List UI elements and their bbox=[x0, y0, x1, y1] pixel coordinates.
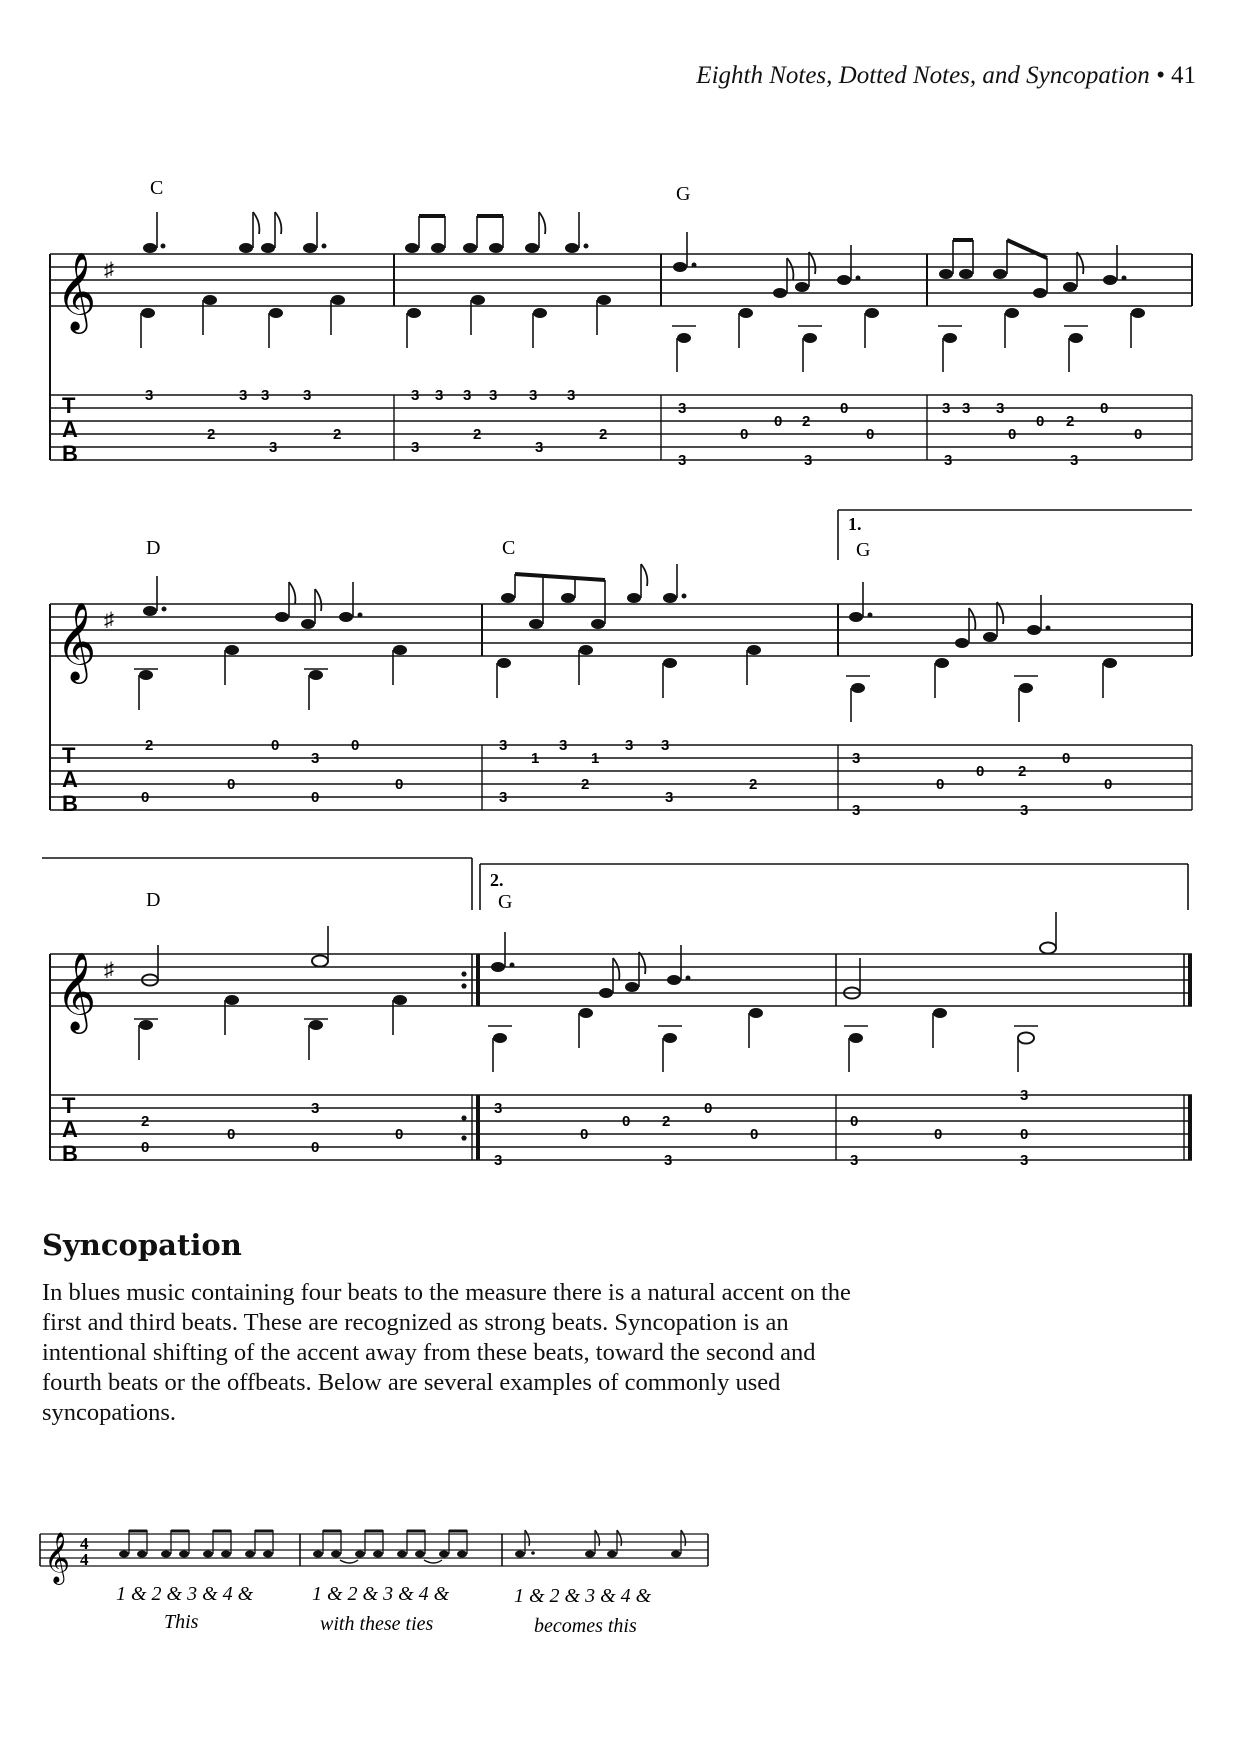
tab-number: 3 bbox=[804, 452, 813, 469]
tab-number: 3 bbox=[1020, 1152, 1029, 1169]
melody-notes bbox=[143, 593, 1041, 648]
tab-number: 2 bbox=[141, 1113, 150, 1130]
example-caption: with these ties bbox=[320, 1613, 434, 1635]
tab-clef-b: B bbox=[62, 791, 78, 816]
chord-symbol: G bbox=[498, 891, 513, 913]
tab-number: 0 bbox=[976, 763, 985, 780]
tab-number: 2 bbox=[599, 426, 608, 443]
beat-counts: 1 & 2 & 3 & 4 & bbox=[514, 1585, 652, 1607]
key-signature-sharp-icon: ♯ bbox=[104, 959, 114, 981]
tab-number: 0 bbox=[622, 1113, 631, 1130]
tab-number: 3 bbox=[664, 1152, 673, 1169]
tab-number: 0 bbox=[1008, 426, 1017, 443]
volta-ending-1: 1. bbox=[848, 514, 862, 534]
tab-number: 0 bbox=[774, 413, 783, 430]
tab-number: 0 bbox=[750, 1126, 759, 1143]
chord-symbol: C bbox=[502, 537, 516, 559]
tab-number: 3 bbox=[559, 737, 568, 754]
chord-symbol: D bbox=[146, 537, 161, 559]
tab-number: 3 bbox=[1020, 802, 1029, 819]
tab-number: 2 bbox=[802, 413, 811, 430]
tab-number: 0 bbox=[1104, 776, 1113, 793]
tab-numbers bbox=[145, 387, 1142, 469]
tab-number: 2 bbox=[333, 426, 342, 443]
tab-clef-t: T bbox=[62, 393, 76, 418]
melody-stems bbox=[158, 912, 1056, 993]
staff bbox=[40, 1534, 708, 1566]
melody-notes bbox=[143, 243, 1117, 298]
example-caption: becomes this bbox=[534, 1615, 637, 1637]
tab-clef-b: B bbox=[62, 1141, 78, 1166]
time-signature-top: 4 bbox=[80, 1534, 89, 1553]
bass-stems bbox=[141, 300, 1131, 372]
tab-number: 0 bbox=[227, 1126, 236, 1143]
section-heading: Syncopation bbox=[42, 1228, 242, 1262]
tab-number: 2 bbox=[1018, 763, 1027, 780]
beat-counts: 1 & 2 & 3 & 4 & bbox=[312, 1583, 450, 1605]
tab-number: 3 bbox=[661, 737, 670, 754]
tab-number: 3 bbox=[944, 452, 953, 469]
treble-clef-icon: 𝄞 bbox=[56, 602, 97, 681]
tab-number: 3 bbox=[996, 400, 1005, 417]
example-caption: This bbox=[164, 1611, 199, 1633]
tab-number: 0 bbox=[1100, 400, 1109, 417]
tab-number: 3 bbox=[852, 750, 861, 767]
tab-number: 2 bbox=[145, 737, 154, 754]
tab-number: 3 bbox=[489, 387, 498, 404]
tab-number: 0 bbox=[1020, 1126, 1029, 1143]
tab-number: 1 bbox=[591, 750, 600, 767]
tab-number: 0 bbox=[850, 1113, 859, 1130]
ties bbox=[340, 1560, 442, 1563]
tab-number: 2 bbox=[473, 426, 482, 443]
flags bbox=[525, 1530, 686, 1546]
tab-number: 3 bbox=[145, 387, 154, 404]
chord-symbol: C bbox=[150, 177, 164, 199]
barlines bbox=[50, 954, 1190, 1160]
treble-clef-icon: 𝄞 bbox=[44, 1532, 71, 1583]
page-number: 41 bbox=[1171, 62, 1196, 89]
tab-number: 3 bbox=[499, 789, 508, 806]
beams bbox=[515, 574, 605, 580]
staff bbox=[50, 954, 1192, 1006]
tab-number: 3 bbox=[494, 1100, 503, 1117]
tab-number: 2 bbox=[1066, 413, 1075, 430]
tab-numbers bbox=[141, 737, 1112, 819]
tab-number: 0 bbox=[271, 737, 280, 754]
tab-number: 0 bbox=[141, 1139, 150, 1156]
chord-symbol: D bbox=[146, 889, 161, 911]
tab-number: 0 bbox=[227, 776, 236, 793]
tab-number: 3 bbox=[665, 789, 674, 806]
tab-number: 3 bbox=[529, 387, 538, 404]
tab-number: 3 bbox=[269, 439, 278, 456]
flags bbox=[289, 564, 1003, 630]
time-signature-bottom: 4 bbox=[80, 1550, 89, 1569]
tab-number: 0 bbox=[580, 1126, 589, 1143]
tab-number: 0 bbox=[395, 1126, 404, 1143]
tab-number: 3 bbox=[411, 387, 420, 404]
tab-number: 0 bbox=[311, 1139, 320, 1156]
tab-number: 0 bbox=[934, 1126, 943, 1143]
melody-stems bbox=[157, 212, 1117, 293]
music-system-1 bbox=[0, 150, 1236, 490]
tab-number: 3 bbox=[463, 387, 472, 404]
tab-number: 0 bbox=[351, 737, 360, 754]
barlines bbox=[50, 254, 1192, 460]
chord-symbol: G bbox=[856, 539, 871, 561]
tab-number: 3 bbox=[942, 400, 951, 417]
running-head bbox=[696, 62, 1196, 90]
tab-number: 3 bbox=[261, 387, 270, 404]
tab-number: 3 bbox=[625, 737, 634, 754]
melody-notes bbox=[142, 943, 1056, 999]
tab-number: 0 bbox=[311, 789, 320, 806]
tab-number: 3 bbox=[239, 387, 248, 404]
tab-number: 3 bbox=[1020, 1087, 1029, 1104]
tab-number: 3 bbox=[499, 737, 508, 754]
tab-number: 3 bbox=[678, 452, 687, 469]
tab-number: 3 bbox=[303, 387, 312, 404]
tab-number: 3 bbox=[567, 387, 576, 404]
tab-clef-b: B bbox=[62, 441, 78, 466]
treble-clef-icon: 𝄞 bbox=[56, 952, 97, 1031]
running-head-title: Eighth Notes, Dotted Notes, and Syncopation bbox=[696, 62, 1150, 89]
key-signature-sharp-icon: ♯ bbox=[104, 259, 114, 281]
tab-number: 3 bbox=[850, 1152, 859, 1169]
tab-number: 0 bbox=[141, 789, 150, 806]
tab-number: 3 bbox=[435, 387, 444, 404]
bass-notes bbox=[139, 995, 1034, 1044]
treble-clef-icon: 𝄞 bbox=[56, 252, 97, 331]
staff bbox=[50, 254, 1192, 306]
music-system-3 bbox=[0, 850, 1236, 1190]
tab-number: 2 bbox=[581, 776, 590, 793]
tab-number: 3 bbox=[311, 750, 320, 767]
tab-number: 3 bbox=[535, 439, 544, 456]
rhythm-notes bbox=[119, 1551, 681, 1558]
tab-number: 0 bbox=[395, 776, 404, 793]
tab-number: 3 bbox=[311, 1100, 320, 1117]
flags bbox=[253, 212, 1083, 280]
flags bbox=[613, 952, 645, 980]
tab-staff bbox=[50, 395, 1192, 460]
tab-number: 3 bbox=[411, 439, 420, 456]
key-signature-sharp-icon: ♯ bbox=[104, 609, 114, 631]
tab-number: 3 bbox=[962, 400, 971, 417]
tab-number: 1 bbox=[531, 750, 540, 767]
chord-symbol: G bbox=[676, 183, 691, 205]
tab-number: 3 bbox=[494, 1152, 503, 1169]
tab-number: 0 bbox=[866, 426, 875, 443]
tab-number: 3 bbox=[678, 400, 687, 417]
tab-number: 0 bbox=[936, 776, 945, 793]
tab-clef-a: A bbox=[62, 767, 78, 792]
dots bbox=[510, 963, 691, 981]
tab-number: 0 bbox=[1036, 413, 1045, 430]
tab-clef-a: A bbox=[62, 417, 78, 442]
beat-counts: 1 & 2 & 3 & 4 & bbox=[116, 1583, 254, 1605]
section-body-text: In blues music containing four beats to the measure there is a natural accent on the first and third beats. These are recognized as strong beats. Syncopation is an intentional shifting of the accent away from these beats, toward the second and fourth beats or the offbeats. Below are several examples of commonly used syncopations. bbox=[42, 1279, 851, 1426]
tab-numbers bbox=[141, 1087, 1028, 1169]
tab-clef-a: A bbox=[62, 1117, 78, 1142]
tab-clef-t: T bbox=[62, 1093, 76, 1118]
tab-number: 2 bbox=[207, 426, 216, 443]
tab-number: 0 bbox=[704, 1100, 713, 1117]
staff bbox=[50, 604, 1192, 656]
running-head-bullet: • bbox=[1155, 62, 1165, 89]
tab-number: 2 bbox=[749, 776, 758, 793]
tab-number: 3 bbox=[852, 802, 861, 819]
tab-number: 0 bbox=[1134, 426, 1143, 443]
bass-notes bbox=[141, 295, 1145, 343]
bass-stems bbox=[134, 650, 1103, 722]
tab-clef-t: T bbox=[62, 743, 76, 768]
tab-number: 3 bbox=[1070, 452, 1079, 469]
volta-ending-2: 2. bbox=[490, 870, 504, 890]
tab-number: 2 bbox=[662, 1113, 671, 1130]
tab-number: 0 bbox=[840, 400, 849, 417]
tab-number: 0 bbox=[740, 426, 749, 443]
bass-notes bbox=[139, 645, 1117, 693]
syncopation-example bbox=[0, 1500, 1236, 1660]
repeat-sign-icon bbox=[461, 1115, 466, 1140]
dots bbox=[531, 1551, 535, 1555]
tab-number: 0 bbox=[1062, 750, 1071, 767]
music-system-2 bbox=[0, 500, 1236, 840]
